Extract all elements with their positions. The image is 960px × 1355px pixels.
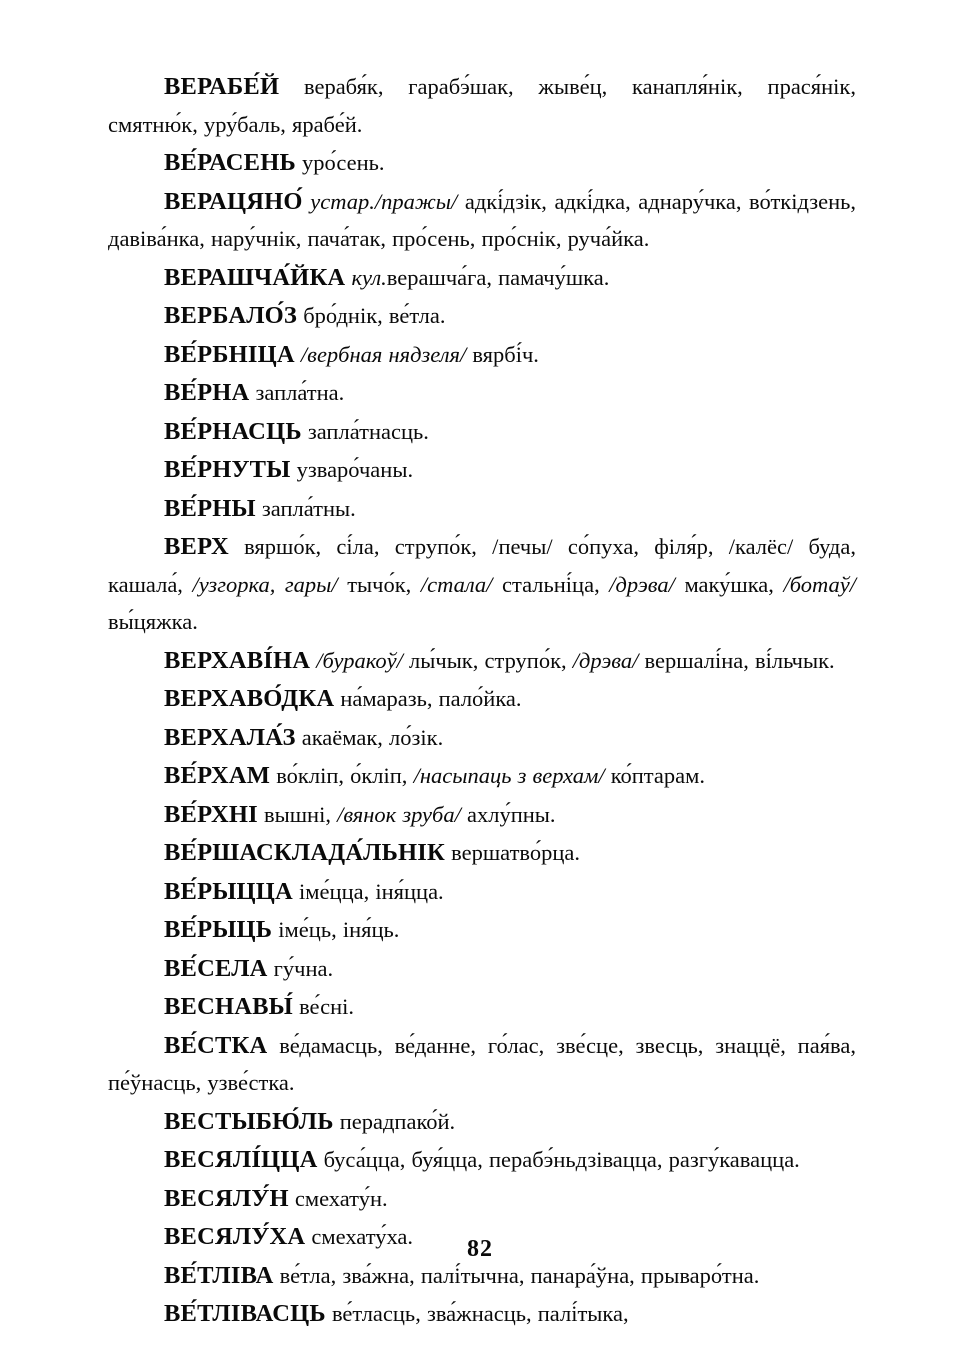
dictionary-entry	[108, 719, 856, 757]
entry-headword: ВЕ́СТКА	[164, 1031, 268, 1059]
entry-body: ве́дамасць, ве́данне, го́лас, зве́сце, звесць, знаццё, пая́ва, пе́ўнасць, узве́стка.	[108, 1032, 856, 1095]
dictionary-entry	[108, 1141, 856, 1179]
gloss: /дрэва/	[572, 647, 639, 673]
entry-headword: ВЕСЯЛУ́ХА	[164, 1223, 306, 1250]
entry-headword: ВЕ́РНАСЦЬ	[164, 417, 302, 445]
entry-body: вершатво́рца.	[445, 840, 581, 865]
gloss: /буракоў/	[316, 647, 403, 673]
entry-body: вяршо́к, сі́ла, струпо́к, /печы/ со́пуха, філя́р, /калёс/ буда, кашала́, /узгорка, гары/ тычо́к, /стала/ стальні́ца, /дрэва/ маку́шка, /ботаў/ вы́цяжка.	[108, 534, 857, 634]
entry-body: запла́тнасць.	[301, 418, 429, 444]
dictionary-entry	[108, 796, 856, 834]
entry-body: /буракоў/ лы́чык, струпо́к, /дрэва/ вершалі́на, ві́льчык.	[316, 647, 835, 673]
entry-headword: ВЕ́ТЛІВА	[164, 1261, 274, 1289]
entry-headword: ВЕРАБЕ́Й	[164, 73, 280, 100]
text-column	[108, 68, 856, 1334]
gloss: /вянок зруба/	[337, 801, 461, 827]
entry-body: гу́чна.	[267, 955, 334, 981]
entry-body: іме́цца, іня́цца.	[292, 878, 444, 904]
entry-headword: ВЕ́РШАСКЛАДА́ЛЬНІК	[164, 839, 445, 866]
dictionary-entry	[108, 680, 856, 718]
entry-body: перадпако́й.	[333, 1108, 456, 1134]
entry-headword: ВЕ́СЕЛА	[164, 954, 268, 982]
dictionary-entry	[108, 528, 856, 641]
entry-headword: ВЕ́РНЫ	[164, 494, 256, 522]
entry-body: устар./пражы/ адкі́дзік, адкі́дка, аднару́чка, во́ткідзень, давіва́нка, нару́чнік, пача́так, про́сень, про́снік, руча́йка.	[108, 188, 857, 251]
page-number: 82	[467, 1236, 493, 1262]
entry-body: верабя́к, гарабэ́шак, жыве́ц, канапля́нік, прася́нік, смятню́к, уру́баль, ярабе́й.	[108, 74, 856, 137]
entry-body: узваро́чаны.	[290, 457, 414, 482]
entry-body: ве́сні.	[292, 994, 355, 1019]
dictionary-entry	[108, 834, 856, 872]
entry-headword: ВЕ́РЫЦЬ	[164, 916, 273, 943]
dictionary-entry	[108, 144, 856, 182]
dictionary-entry	[108, 911, 856, 949]
gloss: /узгорка, гары/	[192, 571, 338, 597]
dictionary-entry	[108, 451, 856, 489]
entry-headword: ВЕРХ	[164, 533, 229, 560]
entry-body: вышні, /вянок зруба/ ахлу́пны.	[257, 801, 556, 827]
dictionary-entry	[108, 642, 856, 680]
entry-body: ве́тласць, зва́жнасць, палі́тыка,	[325, 1301, 629, 1326]
entry-body: акаёмак, ло́зік.	[295, 724, 444, 750]
gloss: /дрэва/	[609, 571, 675, 597]
entry-headword: ВЕСЯЛУ́Н	[164, 1184, 289, 1212]
dictionary-entry	[108, 413, 856, 451]
entry-headword: ВЕ́ТЛІВАСЦЬ	[164, 1300, 326, 1327]
entry-body: запла́тна.	[249, 380, 345, 405]
dictionary-entry	[108, 1027, 856, 1102]
dictionary-entry	[108, 1180, 856, 1218]
dictionary-entry	[108, 757, 856, 795]
entry-headword: ВЕ́РАСЕНЬ	[164, 149, 296, 176]
entry-body: іме́ць, іня́ць.	[272, 917, 400, 942]
entry-body: буса́цца, буя́цца, перабэ́ньдзівацца, разгу́кавацца.	[317, 1147, 800, 1172]
entry-headword: ВЕРАШЧА́ЙКА	[164, 263, 346, 291]
dictionary-entry	[108, 1103, 856, 1141]
entry-headword: ВЕРБАЛО́З	[164, 302, 298, 329]
entry-headword: ВЕ́РБНІЦА	[164, 340, 295, 368]
entry-body: смехату́н.	[288, 1185, 388, 1211]
entry-headword: ВЕРАЦЯНО́	[164, 187, 303, 215]
dictionary-entry	[108, 183, 856, 258]
entry-body: запла́тны.	[255, 495, 356, 521]
dictionary-entry	[108, 490, 856, 528]
entry-headword: ВЕРХАВІ́НА	[164, 646, 311, 674]
entry-body: уро́сень.	[295, 150, 385, 175]
entry-headword: ВЕРХАВО́ДКА	[164, 685, 335, 712]
entry-headword: ВЕ́РНУТЫ	[164, 456, 291, 483]
entry-body: смехату́ха.	[305, 1224, 414, 1249]
gloss: /ботаў/	[783, 571, 857, 597]
entry-headword: ВЕСЯЛІ́ЦЦА	[164, 1146, 318, 1173]
entry-headword: ВЕРХАЛА́З	[164, 723, 296, 751]
entry-body: во́кліп, о́кліп, /насыпаць з верхам/ ко́птарам.	[270, 763, 705, 788]
entry-headword: ВЕ́РХНІ	[164, 800, 258, 828]
entry-body: на́маразь, пало́йка.	[334, 686, 522, 711]
entry-headword: ВЕ́РНА	[164, 379, 250, 406]
dictionary-entry	[108, 988, 856, 1026]
dictionary-entry	[108, 336, 856, 374]
dictionary-entry	[108, 297, 856, 335]
entry-body: бро́днік, ве́тла.	[297, 303, 446, 328]
usage-label: устар./пражы/	[310, 188, 458, 214]
entry-headword: ВЕ́РЫЦЦА	[164, 877, 293, 905]
dictionary-entry	[108, 68, 856, 143]
gloss: /вербная нядзеля/	[300, 341, 467, 367]
entry-body: /вербная нядзеля/ вярбі́ч.	[300, 341, 539, 367]
entry-body: кул.верашча́га, памачу́шка.	[351, 264, 610, 290]
dictionary-entry	[108, 873, 856, 911]
gloss: /насыпаць з верхам/	[413, 763, 605, 788]
entry-headword: ВЕСНАВЫ́	[164, 993, 293, 1020]
dictionary-entry	[108, 259, 856, 297]
gloss: /стала/	[420, 571, 493, 597]
dictionary-entry	[108, 1295, 856, 1333]
dictionary-entry	[108, 950, 856, 988]
dictionary-entry	[108, 374, 856, 412]
usage-label: кул.	[351, 264, 387, 290]
entry-body: ве́тла, зва́жна, палі́тычна, панара́ўна, прываро́тна.	[273, 1262, 760, 1288]
entry-headword: ВЕ́РХАМ	[164, 762, 271, 789]
entry-headword: ВЕСТЫБЮ́ЛЬ	[164, 1107, 334, 1135]
